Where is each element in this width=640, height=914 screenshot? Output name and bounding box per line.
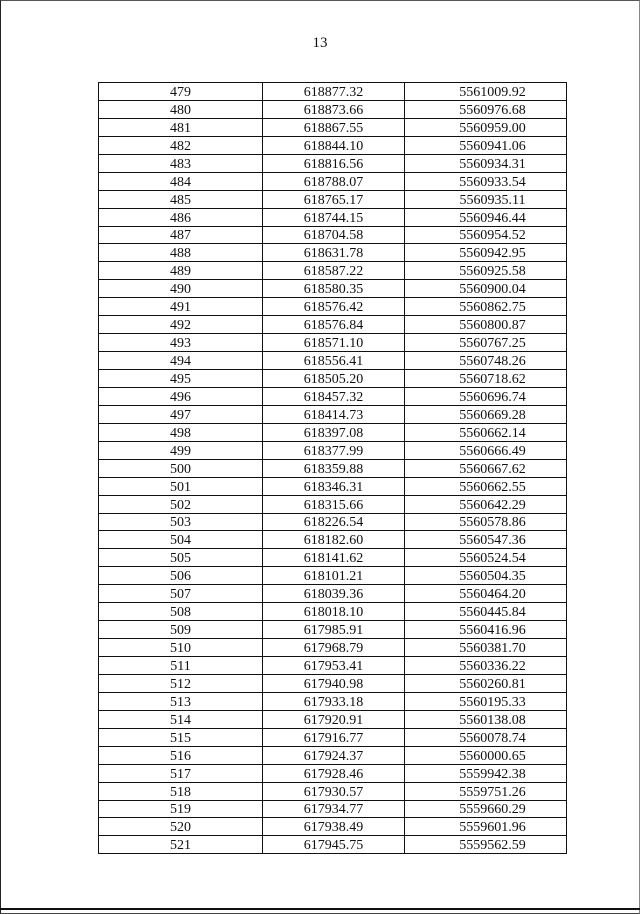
table-row xyxy=(99,334,567,352)
point-number-cell: 505 xyxy=(99,549,263,567)
x-coordinate-cell: 618788.07 xyxy=(263,172,405,190)
table-row xyxy=(99,746,567,764)
point-number-cell: 493 xyxy=(99,334,263,352)
table-row xyxy=(99,531,567,549)
y-coordinate-cell: 5560718.62 xyxy=(405,370,567,388)
point-number-cell: 506 xyxy=(99,567,263,585)
x-coordinate-cell: 618867.55 xyxy=(263,118,405,136)
table-row xyxy=(99,836,567,854)
point-number-cell: 499 xyxy=(99,441,263,459)
table-row xyxy=(99,352,567,370)
x-coordinate-cell: 618101.21 xyxy=(263,567,405,585)
y-coordinate-cell: 5560078.74 xyxy=(405,728,567,746)
x-coordinate-cell: 618580.35 xyxy=(263,280,405,298)
y-coordinate-cell: 5560524.54 xyxy=(405,549,567,567)
table-row xyxy=(99,370,567,388)
table-row xyxy=(99,818,567,836)
x-coordinate-cell: 618397.08 xyxy=(263,423,405,441)
point-number-cell: 511 xyxy=(99,657,263,675)
table-row xyxy=(99,782,567,800)
y-coordinate-cell: 5560195.33 xyxy=(405,692,567,710)
x-coordinate-cell: 617930.57 xyxy=(263,782,405,800)
table-row xyxy=(99,674,567,692)
y-coordinate-cell: 5560666.49 xyxy=(405,441,567,459)
table-row xyxy=(99,298,567,316)
point-number-cell: 488 xyxy=(99,244,263,262)
x-coordinate-cell: 618765.17 xyxy=(263,190,405,208)
point-number-cell: 501 xyxy=(99,477,263,495)
y-coordinate-cell: 5560696.74 xyxy=(405,387,567,405)
y-coordinate-cell: 5559562.59 xyxy=(405,836,567,854)
bottom-rule xyxy=(0,908,640,910)
table-row xyxy=(99,710,567,728)
x-coordinate-cell: 618587.22 xyxy=(263,262,405,280)
y-coordinate-cell: 5560578.86 xyxy=(405,513,567,531)
x-coordinate-cell: 618377.99 xyxy=(263,441,405,459)
point-number-cell: 484 xyxy=(99,172,263,190)
table-row xyxy=(99,764,567,782)
x-coordinate-cell: 618576.84 xyxy=(263,316,405,334)
x-coordinate-cell: 618346.31 xyxy=(263,477,405,495)
point-number-cell: 502 xyxy=(99,495,263,513)
x-coordinate-cell: 618141.62 xyxy=(263,549,405,567)
table-row xyxy=(99,513,567,531)
y-coordinate-cell: 5560933.54 xyxy=(405,172,567,190)
y-coordinate-cell: 5560138.08 xyxy=(405,710,567,728)
table-row xyxy=(99,226,567,244)
table-row xyxy=(99,728,567,746)
x-coordinate-cell: 618226.54 xyxy=(263,513,405,531)
y-coordinate-cell: 5560445.84 xyxy=(405,603,567,621)
y-coordinate-cell: 5560547.36 xyxy=(405,531,567,549)
point-number-cell: 517 xyxy=(99,764,263,782)
y-coordinate-cell: 5560464.20 xyxy=(405,585,567,603)
x-coordinate-cell: 618576.42 xyxy=(263,298,405,316)
y-coordinate-cell: 5560416.96 xyxy=(405,621,567,639)
y-coordinate-cell: 5559660.29 xyxy=(405,800,567,818)
x-coordinate-cell: 617945.75 xyxy=(263,836,405,854)
table-row xyxy=(99,549,567,567)
x-coordinate-cell: 617928.46 xyxy=(263,764,405,782)
x-coordinate-cell: 618816.56 xyxy=(263,154,405,172)
table-row xyxy=(99,83,567,101)
table-row xyxy=(99,387,567,405)
y-coordinate-cell: 5560748.26 xyxy=(405,352,567,370)
table-row xyxy=(99,639,567,657)
point-number-cell: 479 xyxy=(99,83,263,101)
x-coordinate-cell: 617953.41 xyxy=(263,657,405,675)
point-number-cell: 515 xyxy=(99,728,263,746)
y-coordinate-cell: 5560381.70 xyxy=(405,639,567,657)
point-number-cell: 495 xyxy=(99,370,263,388)
table-row xyxy=(99,316,567,334)
table-row xyxy=(99,585,567,603)
table-row xyxy=(99,262,567,280)
y-coordinate-cell: 5560862.75 xyxy=(405,298,567,316)
table-row xyxy=(99,244,567,262)
x-coordinate-cell: 617924.37 xyxy=(263,746,405,764)
point-number-cell: 486 xyxy=(99,208,263,226)
coordinates-table-body xyxy=(99,83,567,854)
y-coordinate-cell: 5560900.04 xyxy=(405,280,567,298)
table-row xyxy=(99,280,567,298)
y-coordinate-cell: 5560976.68 xyxy=(405,100,567,118)
y-coordinate-cell: 5560000.65 xyxy=(405,746,567,764)
point-number-cell: 480 xyxy=(99,100,263,118)
point-number-cell: 494 xyxy=(99,352,263,370)
x-coordinate-cell: 617920.91 xyxy=(263,710,405,728)
y-coordinate-cell: 5560959.00 xyxy=(405,118,567,136)
y-coordinate-cell: 5560669.28 xyxy=(405,405,567,423)
coordinates-table xyxy=(98,82,567,854)
y-coordinate-cell: 5560662.14 xyxy=(405,423,567,441)
point-number-cell: 512 xyxy=(99,674,263,692)
point-number-cell: 490 xyxy=(99,280,263,298)
table-row xyxy=(99,621,567,639)
point-number-cell: 504 xyxy=(99,531,263,549)
table-row xyxy=(99,477,567,495)
y-coordinate-cell: 5560260.81 xyxy=(405,674,567,692)
y-coordinate-cell: 5559751.26 xyxy=(405,782,567,800)
table-row xyxy=(99,495,567,513)
x-coordinate-cell: 617916.77 xyxy=(263,728,405,746)
point-number-cell: 509 xyxy=(99,621,263,639)
x-coordinate-cell: 618873.66 xyxy=(263,100,405,118)
point-number-cell: 489 xyxy=(99,262,263,280)
table-row xyxy=(99,692,567,710)
point-number-cell: 513 xyxy=(99,692,263,710)
y-coordinate-cell: 5561009.92 xyxy=(405,83,567,101)
point-number-cell: 510 xyxy=(99,639,263,657)
point-number-cell: 498 xyxy=(99,423,263,441)
table-row xyxy=(99,657,567,675)
table-row xyxy=(99,567,567,585)
table-row xyxy=(99,441,567,459)
x-coordinate-cell: 618744.15 xyxy=(263,208,405,226)
table-row xyxy=(99,100,567,118)
x-coordinate-cell: 617985.91 xyxy=(263,621,405,639)
point-number-cell: 491 xyxy=(99,298,263,316)
table-row xyxy=(99,136,567,154)
table-row xyxy=(99,405,567,423)
x-coordinate-cell: 618505.20 xyxy=(263,370,405,388)
x-coordinate-cell: 618018.10 xyxy=(263,603,405,621)
point-number-cell: 516 xyxy=(99,746,263,764)
x-coordinate-cell: 618039.36 xyxy=(263,585,405,603)
y-coordinate-cell: 5560941.06 xyxy=(405,136,567,154)
point-number-cell: 507 xyxy=(99,585,263,603)
point-number-cell: 514 xyxy=(99,710,263,728)
point-number-cell: 520 xyxy=(99,818,263,836)
y-coordinate-cell: 5560662.55 xyxy=(405,477,567,495)
y-coordinate-cell: 5560954.52 xyxy=(405,226,567,244)
y-coordinate-cell: 5560942.95 xyxy=(405,244,567,262)
table-row xyxy=(99,118,567,136)
point-number-cell: 508 xyxy=(99,603,263,621)
x-coordinate-cell: 618556.41 xyxy=(263,352,405,370)
x-coordinate-cell: 618571.10 xyxy=(263,334,405,352)
point-number-cell: 521 xyxy=(99,836,263,854)
table-row xyxy=(99,459,567,477)
point-number-cell: 497 xyxy=(99,405,263,423)
y-coordinate-cell: 5560642.29 xyxy=(405,495,567,513)
x-coordinate-cell: 617968.79 xyxy=(263,639,405,657)
x-coordinate-cell: 618877.32 xyxy=(263,83,405,101)
y-coordinate-cell: 5560767.25 xyxy=(405,334,567,352)
x-coordinate-cell: 617940.98 xyxy=(263,674,405,692)
y-coordinate-cell: 5560946.44 xyxy=(405,208,567,226)
point-number-cell: 492 xyxy=(99,316,263,334)
point-number-cell: 483 xyxy=(99,154,263,172)
table-row xyxy=(99,172,567,190)
y-coordinate-cell: 5560925.58 xyxy=(405,262,567,280)
y-coordinate-cell: 5560667.62 xyxy=(405,459,567,477)
point-number-cell: 518 xyxy=(99,782,263,800)
y-coordinate-cell: 5560800.87 xyxy=(405,316,567,334)
x-coordinate-cell: 618182.60 xyxy=(263,531,405,549)
y-coordinate-cell: 5560504.35 xyxy=(405,567,567,585)
table-row xyxy=(99,423,567,441)
x-coordinate-cell: 618631.78 xyxy=(263,244,405,262)
point-number-cell: 500 xyxy=(99,459,263,477)
y-coordinate-cell: 5559601.96 xyxy=(405,818,567,836)
table-row xyxy=(99,800,567,818)
x-coordinate-cell: 618844.10 xyxy=(263,136,405,154)
point-number-cell: 519 xyxy=(99,800,263,818)
point-number-cell: 487 xyxy=(99,226,263,244)
y-coordinate-cell: 5560934.31 xyxy=(405,154,567,172)
x-coordinate-cell: 618359.88 xyxy=(263,459,405,477)
x-coordinate-cell: 617933.18 xyxy=(263,692,405,710)
table-row xyxy=(99,154,567,172)
table-row xyxy=(99,190,567,208)
point-number-cell: 482 xyxy=(99,136,263,154)
x-coordinate-cell: 617934.77 xyxy=(263,800,405,818)
y-coordinate-cell: 5560935.11 xyxy=(405,190,567,208)
table-row xyxy=(99,603,567,621)
page-number: 13 xyxy=(312,35,328,51)
point-number-cell: 496 xyxy=(99,387,263,405)
point-number-cell: 485 xyxy=(99,190,263,208)
x-coordinate-cell: 618315.66 xyxy=(263,495,405,513)
x-coordinate-cell: 618704.58 xyxy=(263,226,405,244)
y-coordinate-cell: 5559942.38 xyxy=(405,764,567,782)
table-row xyxy=(99,208,567,226)
x-coordinate-cell: 618457.32 xyxy=(263,387,405,405)
x-coordinate-cell: 618414.73 xyxy=(263,405,405,423)
point-number-cell: 503 xyxy=(99,513,263,531)
y-coordinate-cell: 5560336.22 xyxy=(405,657,567,675)
x-coordinate-cell: 617938.49 xyxy=(263,818,405,836)
point-number-cell: 481 xyxy=(99,118,263,136)
